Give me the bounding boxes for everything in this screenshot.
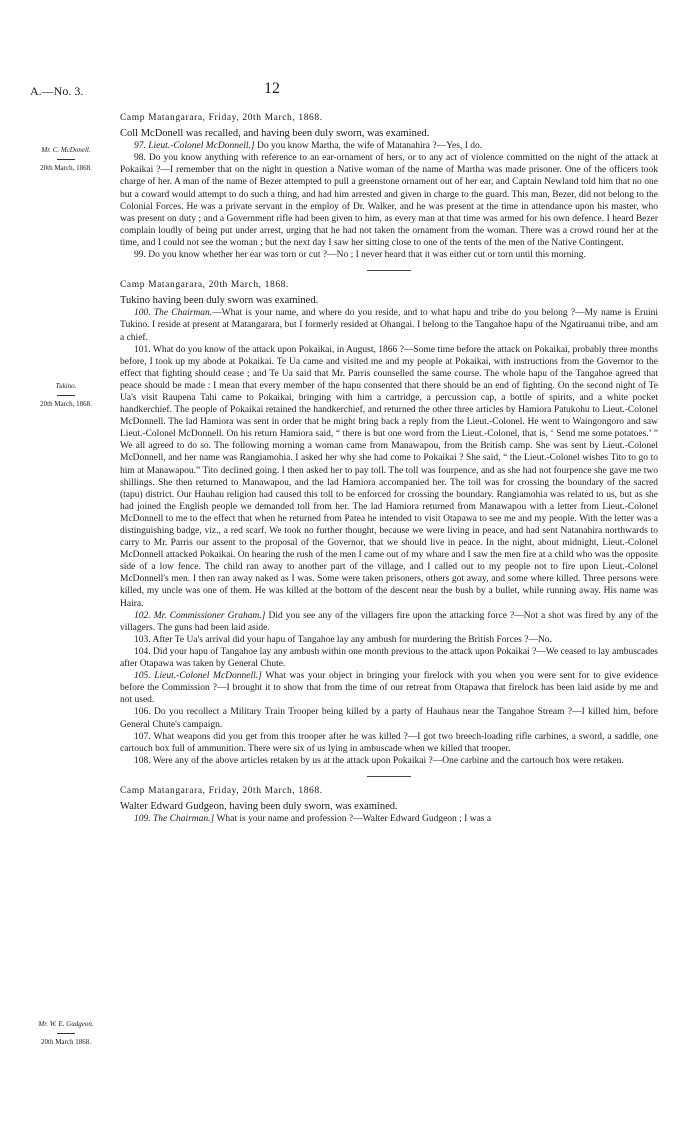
question-109 (120, 813, 658, 825)
question-97 (120, 140, 658, 152)
question-text: Do you know Martha, the wife of Matanahira ?—Yes, I do. (254, 141, 483, 152)
document-body (120, 112, 658, 825)
section-heading: Camp Matangarara, Friday, 20th March, 1868. (120, 113, 323, 123)
question-98: 98. Do you know anything with reference to an ear-ornament of hers, or to any act of violence committed on the night of the attack at Pokaikai ?—I remember that on the night in question a Native woman of the name of Martha was made prisoner. One of the officers took charge of her. A man of the name of Bezer attempted to pull a greenstone ornament out of her ear, and Captain Newland told him that no one but a coward would attempt to do such a thing, and had him arrested and given in charge to the guard. This man, Bezer, did not belong to the Colonial Forces. He was a private servant in the employ of Dr. Walker, and he was present at the time in attendance upon his master, who was present on duty ; and a Government rifle had been given to him, as every man at that time was armed for his own defence. I heard Bezer complain loudly of being put under arrest, urging that he had not taken the ornament from the woman. There was a crowd round her at the time, and I could not see the woman ; but the next day I saw her sitting close to one of the tents of the men of the Native Contingent. (120, 153, 658, 248)
document-reference: A.—No. 3. (30, 84, 84, 98)
margin-note-mcdonell (22, 146, 110, 173)
question-text: What is your name and profession ?—Walter Edward Gudgeon ; I was a (214, 814, 492, 825)
question-101: 101. What do you know of the attack upon Pokaikai, in August, 1866 ?—Some time before the attack on Pokaikai, probably three months before, I took up my abode at Pokaikai. Te Ua came and visited me and my people at Pokaikai, with instructions from the Governor to the effect that fighting should cease ; and Te Ua said that Mr. Parris counselled the same course. The whole hapu of the Tangahoe agreed that peace should be made : I mean that every member of the hapu consented that there should be an end of fighting. On the second night of Te Ua's visit Raupena Tahi came to Pokaikai, bringing with him a cartridge, a percussion cap, a bottle of spirits, and a white pocket handkerchief. The people of Pokaikai retained the handkerchief, and returned the other three articles by Hamiora Patukohu to Lieut.-Colonel McDonnell. The lad Hamiora was sent in order that he might bring back a reply from the Lieut.-Colonel. He went to Waingongoro and saw Lieut.-Colonel McDonnell. On his return Hamiora said, “ there is but one word from the Lieut.-Colonel, that is, ‘ Send me some potatoes.’ ” We all agreed to do so. The following morning a woman came from Manawapou, from the British camp. She was sent by Lieut.-Colonel McDonnell, and her name was Rangiamohia. I asked her why she had come to Pokaikai ? She said, “ the Lieut.-Colonel wishes Tito to go to him at Manawapou.” Tito declined going. I then asked her to pay toll. The toll was fourpence, and as she had not fourpence she gave me two shillings. She then returned to Manawapou, and the lad Hamiora accompanied her. The toll was for crossing the boundary of the sacred (tapu) district. Our Hauhau religion had caused this toll to be enforced for crossing the boundary. Rangiamohia was related to us, but as she had joined the English people we demanded toll from her. The lad Hamiora returned from Manawapou with a letter from Lieut.-Colonel McDonnell to me to the effect that when he returned from Patea he intended to visit Otapawa to see me and my people. With the letter was a distinguishing badge, viz., a red scarf. We took no further thought, because we were living in peace, and had sent Natanahira northwards to carry to Mr. Parris our assent to the proposal of the Governor, that we should live in peace. In the night, about midnight, Lieut.-Colonel McDonnell attacked Pokaikai. On hearing the rush of the men I came out of my whare and I saw the men fire at a child who was the opposite side of a low fence. The child ran away to another part of the village, and I called out to my people not to fire upon Lieut.-Colonel McDonnell's men. I then ran away naked as I was. Some were taken prisoners, others got away, and some where killed. Three persons were killed, my uncle was one of them. He was killed at the bottom of the descent near the bush by a bullet, while running away. His name was Haira. (120, 344, 658, 609)
speaker-label: 105. Lieut.-Colonel McDonnell.] (134, 671, 262, 682)
margin-witness-name: Mr. W. E. Gudgeon. (38, 1020, 94, 1028)
question-text: —What is your name, and where do you reside, and to what hapu and tribe do you belong ?—My name is Eruini Tukino. I reside at present at Matangarara, but I formerly resided at Ohangai. I belong to the Tangahoe hapu of the Ngatiruanui tribe, and am a chief. (120, 308, 658, 343)
question-106: 106. Do you recollect a Military Train Trooper being killed by a party of Hauhaus near the Tangahoe Stream ?—I killed him, before General Chute's campaign. (120, 707, 658, 730)
speaker-label: 100. The Chairman. (134, 308, 213, 319)
question-103: 103. After Te Ua's arrival did your hapu of Tangahoe lay any ambush for murdering the British Forces ?—No. (134, 634, 552, 645)
margin-witness-name: Mr. C. McDonell. (41, 146, 91, 154)
section-heading: Camp Matangarara, 20th March, 1868. (120, 280, 289, 291)
margin-rule (57, 1033, 75, 1034)
speaker-label: 102. Mr. Commissioner Graham.] (134, 610, 266, 621)
margin-date: 20th March, 1868. (40, 164, 92, 172)
section-divider (367, 270, 411, 271)
section-subheading: Walter Edward Gudgeon, having been duly sworn, was examined. (120, 800, 398, 812)
speaker-label: 97. Lieut.-Colonel McDonnell.] (134, 141, 255, 152)
margin-date: 20th March, 1868. (40, 400, 92, 408)
question-text: What was your object in bringing your firelock with you when you were sent for to give evidence before the Commission ?—I brought it to show that from the time of our retreat from Otapawa that firelock has been laid aside by me and not used. (120, 671, 658, 706)
question-104: 104. Did your hapu of Tangahoe lay any ambush within one month previous to the attack upon Pokaikai ?—We ceased to lay ambuscades after Otapawa was taken by General Chute. (120, 646, 658, 670)
margin-note-tukino (22, 382, 110, 409)
section-subheading: Coll McDonell was recalled, and having been duly sworn, was examined. (120, 128, 430, 140)
question-105 (120, 670, 658, 706)
section-heading: Camp Matangarara, Friday, 20th March, 1868. (120, 785, 323, 796)
section-subheading: Tukino having been duly sworn was examined. (120, 295, 319, 307)
question-100 (120, 307, 658, 343)
page-number: 12 (264, 80, 280, 97)
question-text: Did you see any of the villagers fire upon the attacking force ?—Not a shot was fired by any of the villagers. The guns had been laid aside. (120, 610, 658, 633)
margin-rule (57, 159, 75, 160)
margin-date: 20th March 1868. (41, 1038, 91, 1046)
margin-note-gudgeon (22, 1020, 110, 1047)
question-102 (120, 610, 658, 634)
question-107: 107. What weapons did you get from this trooper after he was killed ?—I got two breech-loading rifle carbines, a sword, a saddle, one cartouch box full of ammunition. There were six of us lying in ambuscade when we killed that trooper. (120, 731, 658, 754)
margin-witness-name: Tukino. (55, 382, 77, 390)
margin-rule (57, 395, 75, 396)
speaker-label: 109. The Chairman.] (134, 814, 215, 825)
section-divider (367, 776, 411, 777)
question-99: 99. Do you know whether her ear was torn or cut ?—No ; I never heard that it was either cut or torn until this morning. (134, 250, 586, 261)
question-108: 108. Were any of the above articles retaken by us at the attack upon Pokaikai ?—One carbine and the cartouch box were retaken. (134, 755, 624, 766)
